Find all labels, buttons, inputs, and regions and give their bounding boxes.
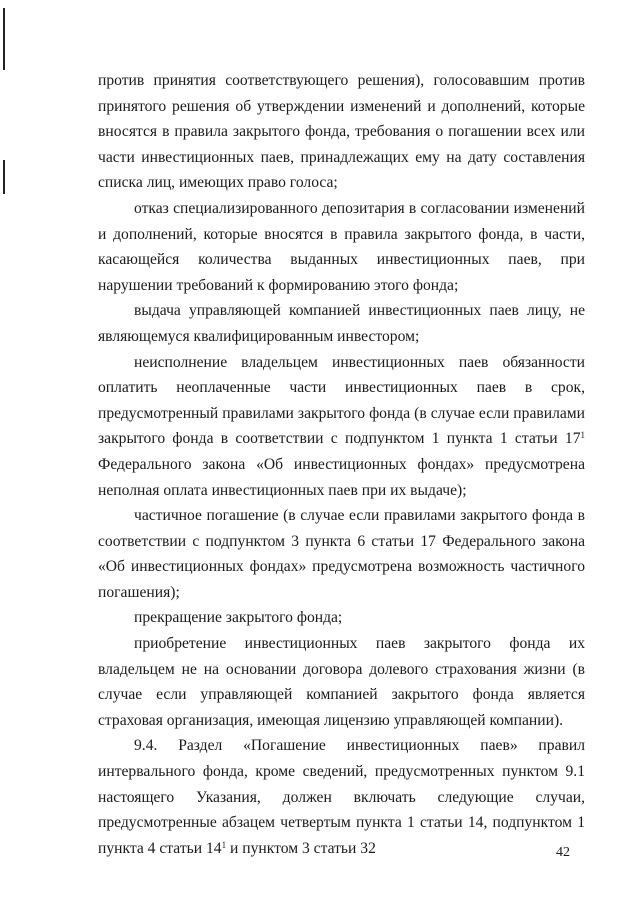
paragraph-section-9-4 — [98, 733, 585, 861]
footnote-superscript: 1 — [221, 839, 227, 850]
binder-mark-bottom — [3, 160, 5, 194]
paragraph-section-9-4-text-end: и пунктом 3 статьи 32 — [226, 839, 376, 857]
paragraph-unpaid-shares-text: неисполнение владельцем инвестиционных паев обязанности оплатить неоплаченные части инвестиционных паев в срок, предусмотренный правилами закрытого фонда (в случае если правилами закрытого фонда в соответствии с подпунктом 1 пункта 1 статьи 17 — [98, 353, 585, 448]
footnote-superscript: 1 — [580, 430, 585, 441]
binder-mark-top — [3, 8, 5, 70]
paragraph-unpaid-shares-text-end: Федерального закона «Об инвестиционных фондах» предусмотрена неполная оплата инвестиционных паев при их выдаче); — [98, 455, 585, 499]
paragraph-issuance-to-nonqualified: выдача управляющей компанией инвестиционных паев лицу, не являющемуся квалифицированным инвестором; — [98, 302, 585, 345]
paragraph-section-9-4-text: 9.4. Раздел «Погашение инвестиционных паев» правил интервального фонда, кроме сведений, предусмотренных пунктом 9.1 настоящего Указания, должен включать следующие случаи, предусмотренные абзацем четвертым пункта 1 статьи 14, подпунктом 1 пункта 4 статьи 14 — [98, 737, 585, 857]
paragraph-acquisition: приобретение инвестиционных паев закрытого фонда их владельцем не на основании договора долевого страхования жизни (в случае если управляющей компанией закрытого фонда является страховая организация, имеющая лицензию управляющей компании). — [98, 635, 585, 729]
body-text — [98, 68, 585, 861]
paragraph-continuation: против принятия соответствующего решения), голосовавшим против принятого решения об утверждении изменений и дополнений, которые вносятся в правила закрытого фонда, требования о погашении всех или части инвестиционных паев, принадлежащих ему на дату составления списка лиц, имеющих право голоса; — [98, 72, 585, 192]
page-number: 42 — [556, 845, 570, 860]
paragraph-depositary-refusal: отказ специализированного депозитария в согласовании изменений и дополнений, которые вносятся в правила закрытого фонда, в части, касающейся количества выданных инвестиционных паев, при нарушении требований к формированию этого фонда; — [98, 199, 585, 294]
paragraph-partial-redemption: частичное погашение (в случае если правилами закрытого фонда в соответствии с подпунктом 3 пункта 6 статьи 17 Федерального закона «Об инвестиционных фондах» предусмотрена возможность частичного погашения); — [98, 507, 585, 601]
paragraph-fund-termination: прекращение закрытого фонда; — [134, 609, 343, 627]
paragraph-unpaid-shares — [98, 350, 585, 504]
